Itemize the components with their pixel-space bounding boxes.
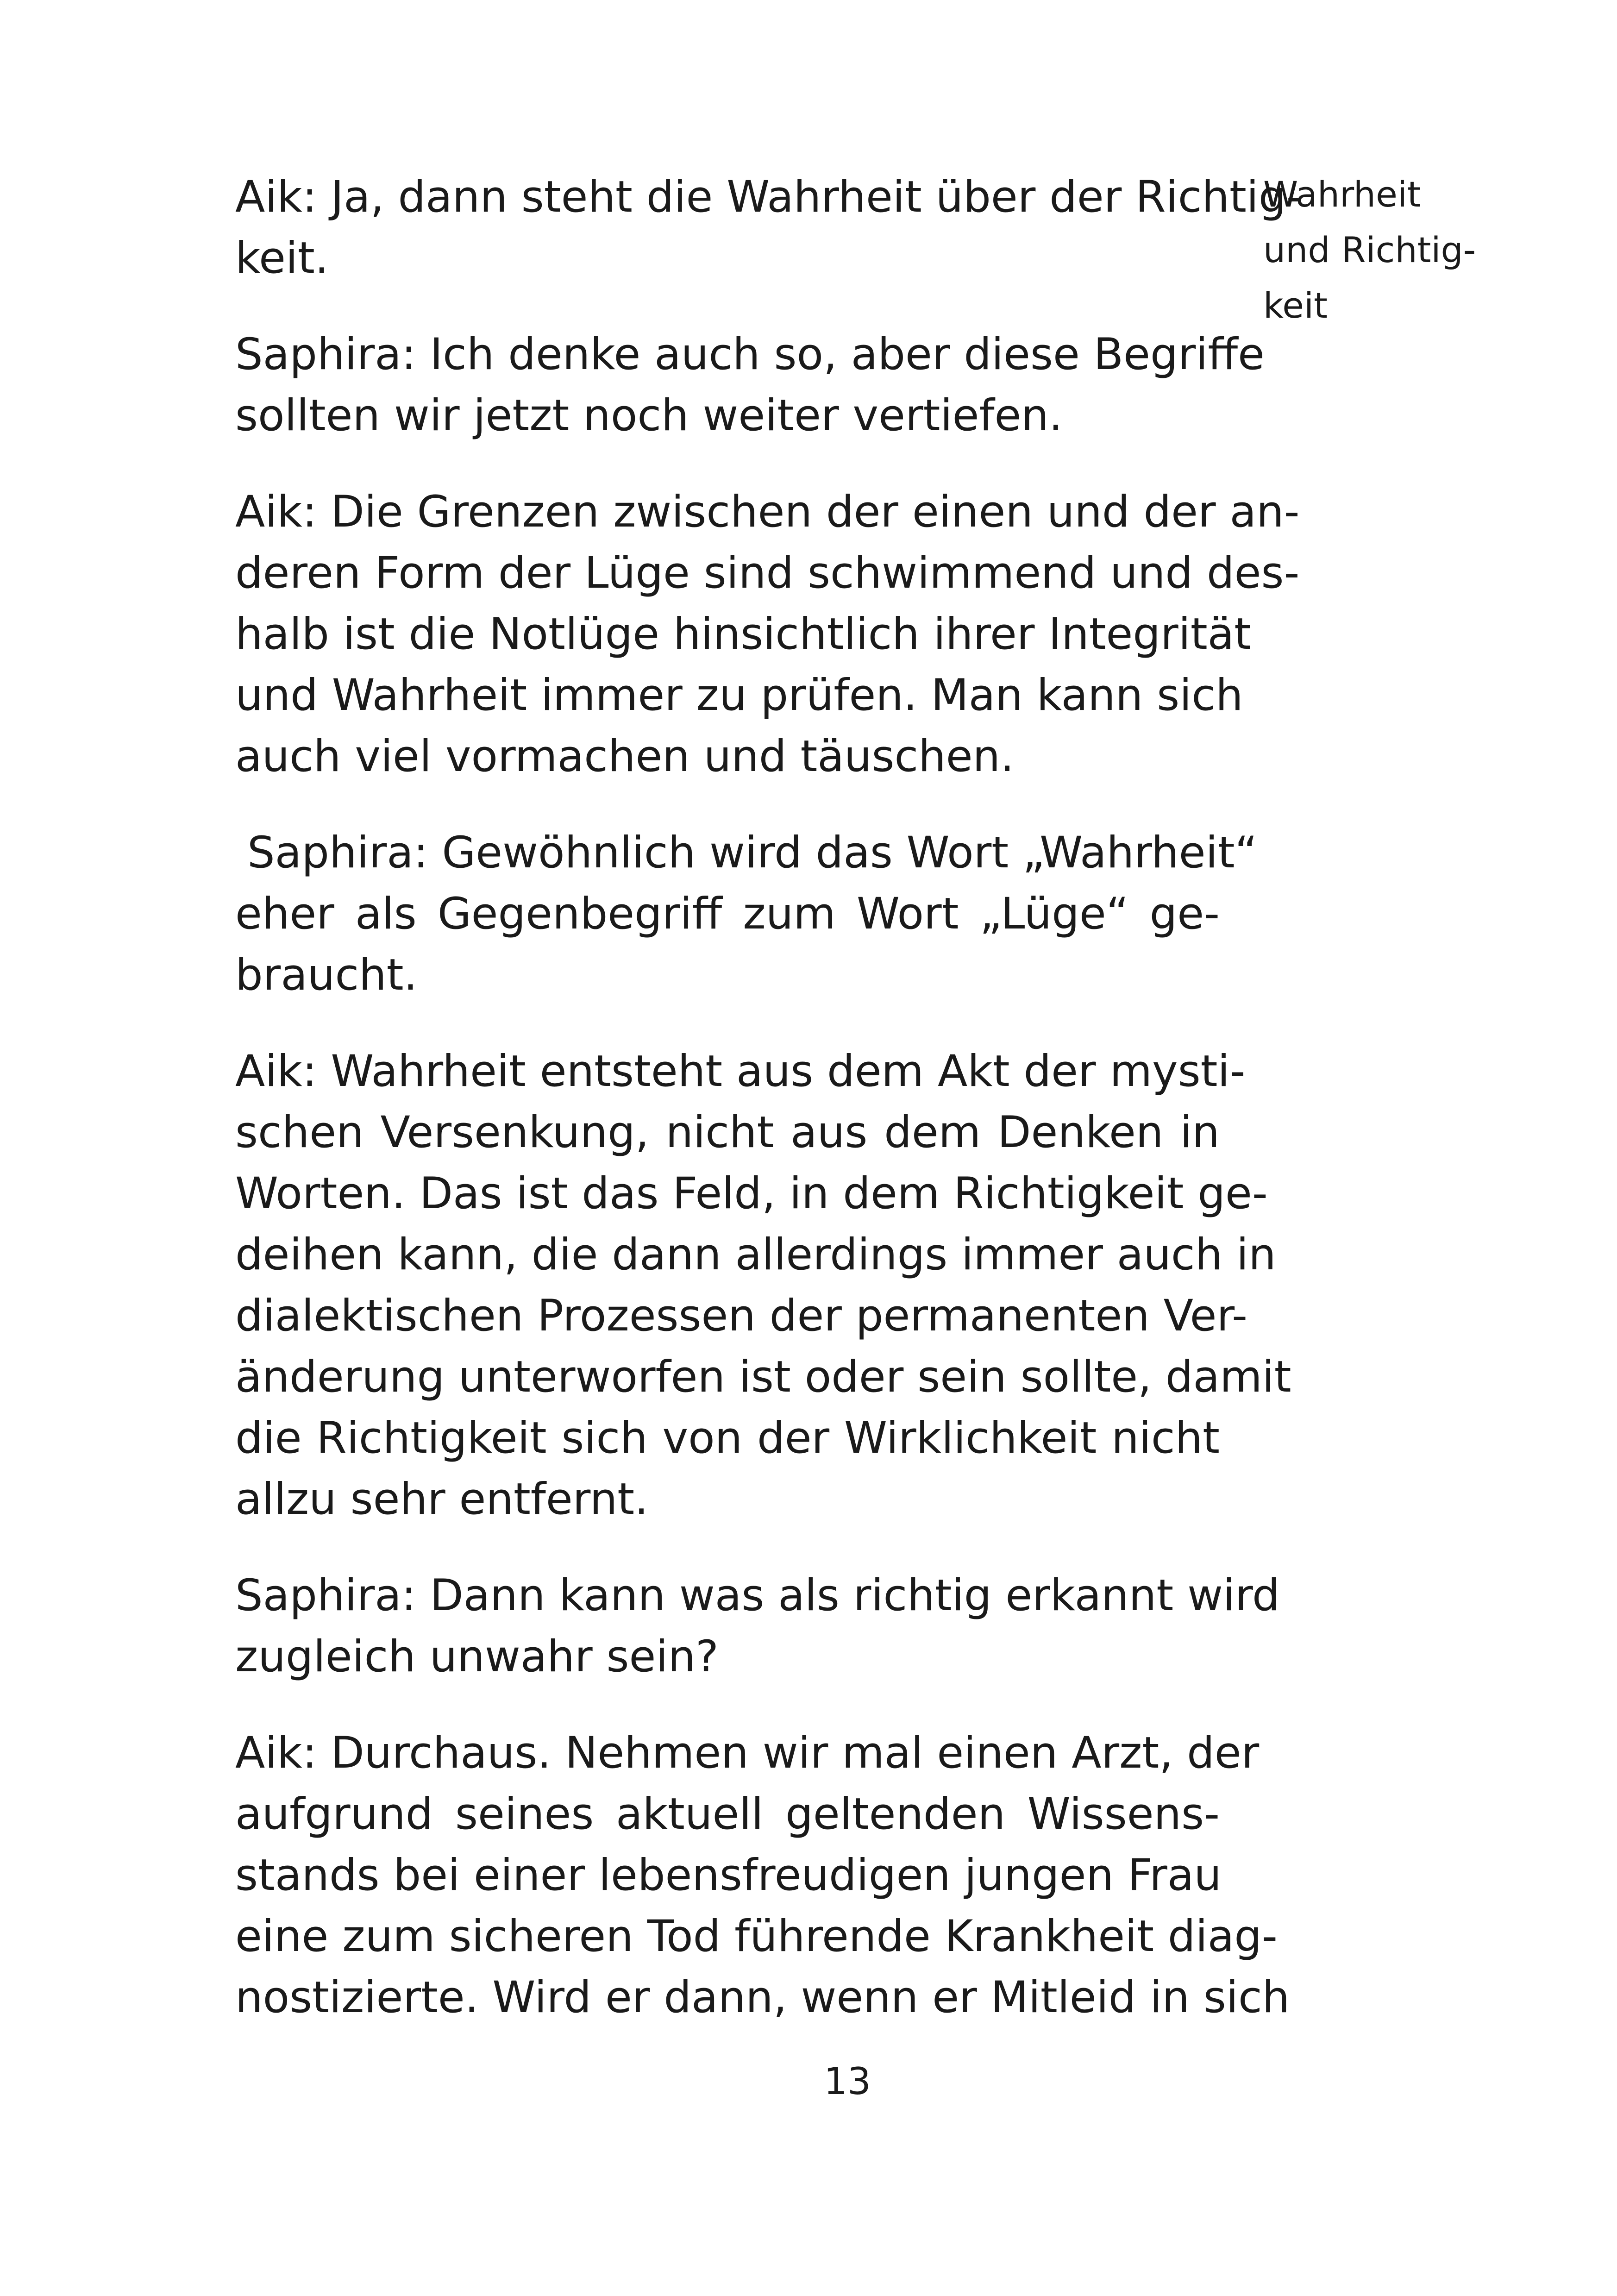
text-line: Saphira: Ich denke auch so, aber diese Begriffe [235, 329, 1265, 380]
page-number: 13 [824, 2060, 871, 2103]
text-line: Aik: Ja, dann steht die Wahrheit über der Richtig- [235, 172, 1302, 222]
text-line: Aik: Die Grenzen zwischen der einen und der an- [235, 487, 1300, 537]
margin-note-line: und Richtig- [1263, 229, 1476, 270]
text-line: auch viel vormachen und täuschen. [235, 731, 1014, 782]
text-line: Aik: Wahrheit entsteht aus dem Akt der mysti- [235, 1046, 1246, 1097]
text-line: änderung unterworfen ist oder sein sollte, damit [235, 1352, 1291, 1402]
text-line: allzu sehr entfernt. [235, 1474, 649, 1524]
text-line: dialektischen Prozessen der permanenten Ver- [235, 1291, 1248, 1341]
text-line: halb ist die Notlüge hinsichtlich ihrer Integrität [235, 609, 1252, 659]
text-line: keit. [235, 233, 329, 283]
text-line: deren Form der Lüge sind schwimmend und des- [235, 548, 1300, 598]
text-line: die Richtigkeit sich von der Wirklichkeit nicht [235, 1413, 1220, 1463]
text-line: Saphira: Gewöhnlich wird das Wort „Wahrheit“ [247, 828, 1258, 878]
text-line: sollten wir jetzt noch weiter vertiefen. [235, 390, 1063, 441]
text-line: Aik: Durchaus. Nehmen wir mal einen Arzt, der [235, 1728, 1260, 1778]
text-line: und Wahrheit immer zu prüfen. Man kann sich [235, 670, 1243, 721]
text-line: deihen kann, die dann allerdings immer auch in [235, 1230, 1276, 1280]
margin-note-line: keit [1263, 285, 1328, 326]
text-line: nostizierte. Wird er dann, wenn er Mitleid in sich [235, 1972, 1290, 2023]
text-line: eher als Gegenbegriff zum Wort „Lüge“ ge- [235, 889, 1220, 939]
text-line: Saphira: Dann kann was als richtig erkannt wird [235, 1570, 1280, 1621]
margin-note [1263, 167, 1587, 333]
text-line: zugleich unwahr sein? [235, 1631, 719, 1682]
text-line: eine zum sicheren Tod führende Krankheit diag- [235, 1911, 1278, 1962]
text-line: aufgrund seines aktuell geltenden Wissens- [235, 1789, 1220, 1839]
text-line: braucht. [235, 950, 418, 1000]
text-line: schen Versenkung, nicht aus dem Denken in [235, 1107, 1220, 1158]
text-line: stands bei einer lebensfreudigen jungen Frau [235, 1850, 1222, 1901]
margin-note-line: Wahrheit [1263, 174, 1421, 215]
text-line: Worten. Das ist das Feld, in dem Richtigkeit ge- [235, 1168, 1268, 1219]
